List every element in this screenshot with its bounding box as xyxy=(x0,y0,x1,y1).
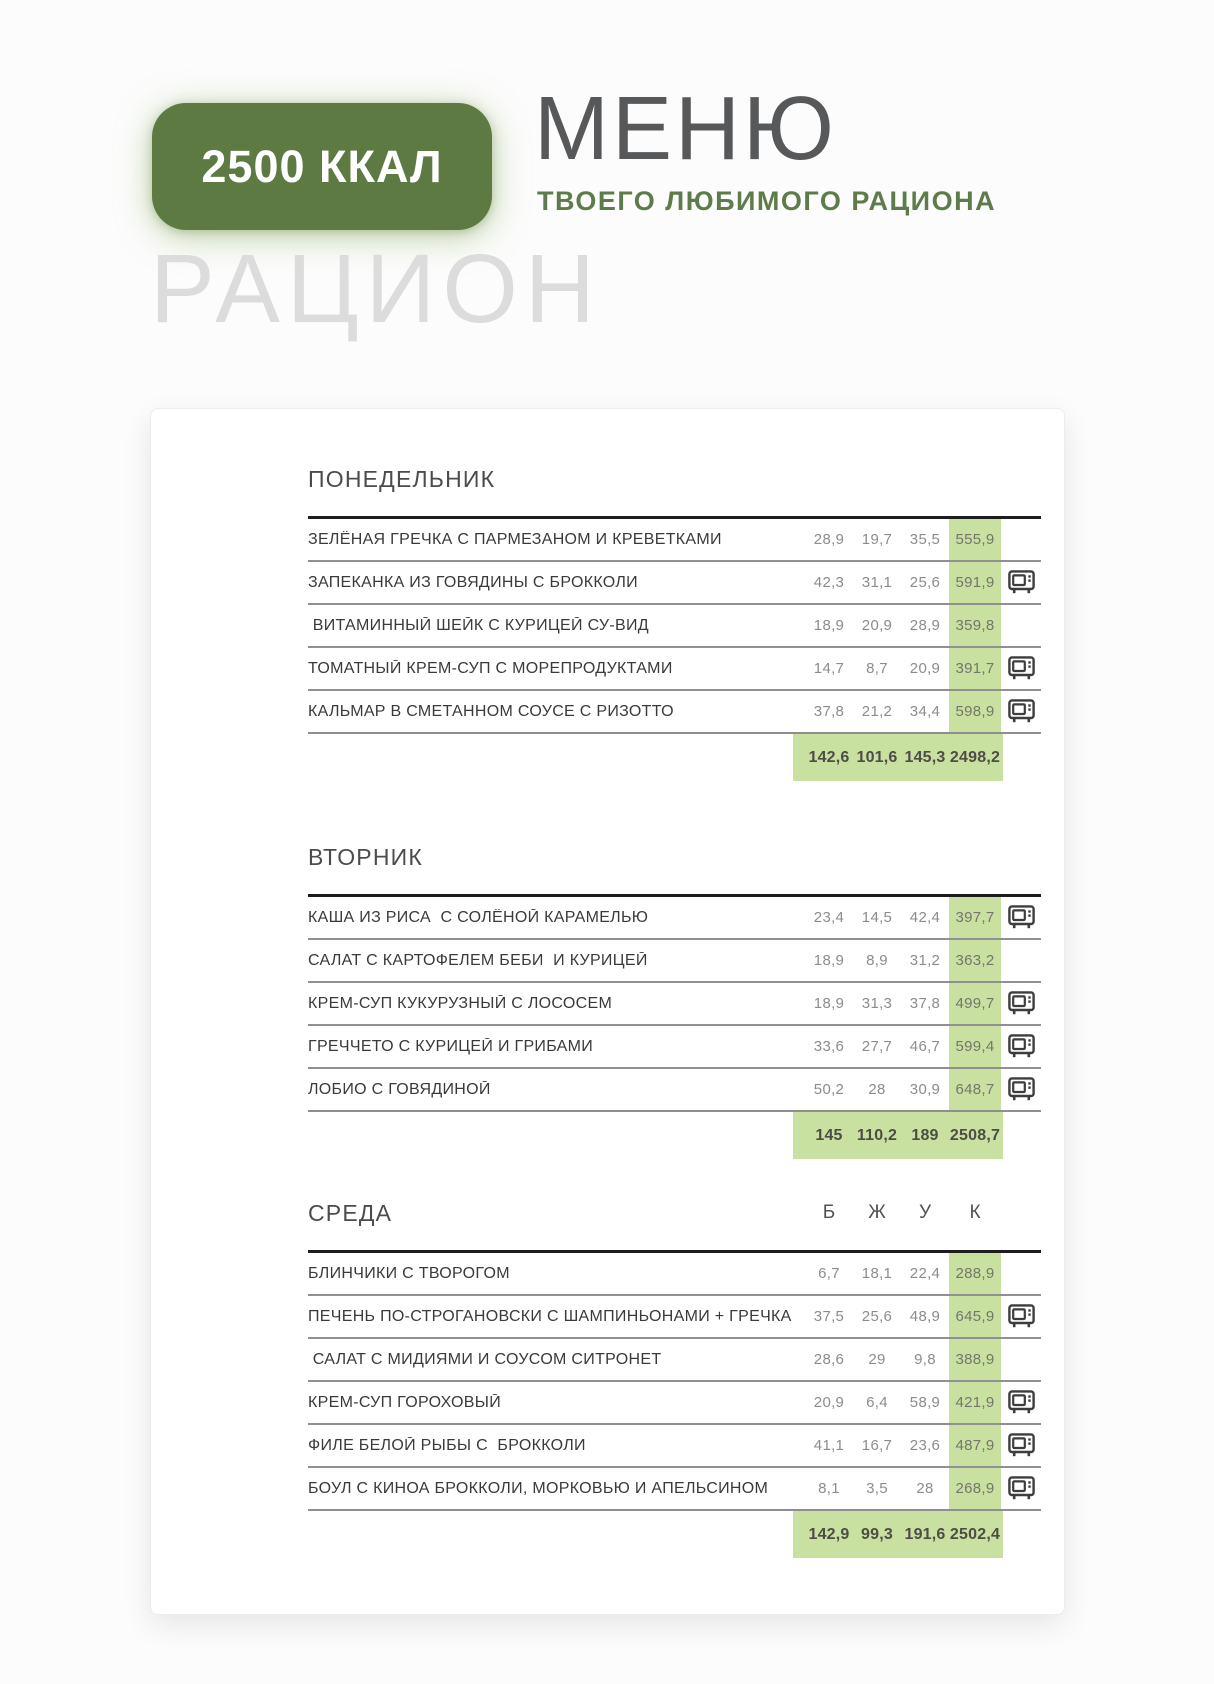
dish-fats: 8,7 xyxy=(866,660,888,677)
microwave-icon-slot xyxy=(1001,1425,1041,1466)
microwave-icon-slot xyxy=(1001,1339,1041,1380)
dish-name: ГРЕЧЧЕТО С КУРИЦЕЙ И ГРИБАМИ xyxy=(308,1037,594,1055)
dish-name: КРЕМ-СУП КУКУРУЗНЫЙ С ЛОСОСЕМ xyxy=(308,994,613,1012)
dish-name: БОУЛ С КИНОА БРОККОЛИ, МОРКОВЬЮ И АПЕЛЬСИНОМ xyxy=(308,1479,769,1497)
table-row xyxy=(308,560,1041,603)
dish-fats: 6,4 xyxy=(866,1394,888,1411)
dish-carbs: 23,6 xyxy=(909,1437,941,1454)
dish-fats: 16,7 xyxy=(861,1437,893,1454)
dish-proteins: 14,7 xyxy=(813,660,845,677)
totals-fats: 101,6 xyxy=(856,748,898,766)
table-row xyxy=(308,981,1041,1024)
day-section xyxy=(308,1198,1041,1558)
table-row xyxy=(308,1423,1041,1466)
dish-fats: 29 xyxy=(868,1351,886,1368)
dish-calories: 499,7 xyxy=(949,983,1001,1024)
microwave-icon-slot xyxy=(1001,940,1041,981)
table-row xyxy=(308,1067,1041,1110)
microwave-icon xyxy=(1008,1390,1035,1415)
totals-fats: 99,3 xyxy=(861,1525,893,1543)
dish-carbs: 9,8 xyxy=(914,1351,936,1368)
microwave-icon-slot xyxy=(1001,1253,1041,1294)
calories-badge xyxy=(152,103,492,230)
dish-carbs: 37,8 xyxy=(909,995,941,1012)
dish-carbs: 42,4 xyxy=(909,909,941,926)
column-header-proteins: Б xyxy=(822,1202,836,1223)
totals-proteins: 142,6 xyxy=(808,748,850,766)
day-totals-row xyxy=(793,1112,1003,1159)
dish-carbs: 34,4 xyxy=(909,703,941,720)
microwave-icon-slot xyxy=(1001,983,1041,1024)
dish-proteins: 33,6 xyxy=(813,1038,845,1055)
dish-carbs: 30,9 xyxy=(909,1081,941,1098)
table-row xyxy=(308,1380,1041,1423)
dish-name: САЛАТ С МИДИЯМИ И СОУСОМ СИТРОНЕТ xyxy=(308,1350,662,1368)
dish-calories: 268,9 xyxy=(949,1468,1001,1509)
microwave-icon-slot xyxy=(1001,1468,1041,1509)
microwave-icon xyxy=(1008,699,1035,724)
dish-calories: 645,9 xyxy=(949,1296,1001,1337)
dish-name: САЛАТ С КАРТОФЕЛЕМ БЕБИ И КУРИЦЕЙ xyxy=(308,951,648,969)
dish-proteins: 41,1 xyxy=(813,1437,845,1454)
dish-calories: 359,8 xyxy=(949,605,1001,646)
calories-badge-label: 2500 ККАЛ xyxy=(201,140,443,192)
dish-carbs: 25,6 xyxy=(909,574,941,591)
table-row xyxy=(308,1294,1041,1337)
day-table xyxy=(308,1250,1041,1511)
microwave-icon xyxy=(1008,1034,1035,1059)
table-row xyxy=(308,646,1041,689)
microwave-icon-slot xyxy=(1001,1296,1041,1337)
dish-carbs: 58,9 xyxy=(909,1394,941,1411)
dish-proteins: 18,9 xyxy=(813,995,845,1012)
dish-fats: 25,6 xyxy=(861,1308,893,1325)
microwave-icon xyxy=(1008,905,1035,930)
dish-carbs: 20,9 xyxy=(909,660,941,677)
microwave-icon xyxy=(1008,991,1035,1016)
day-title: ПОНЕДЕЛЬНИК xyxy=(308,465,496,492)
menu-card xyxy=(150,408,1065,1615)
table-row xyxy=(308,1466,1041,1509)
dish-calories: 421,9 xyxy=(949,1382,1001,1423)
day-title: ВТОРНИК xyxy=(308,843,423,870)
table-row xyxy=(308,519,1041,560)
dish-fats: 20,9 xyxy=(861,617,893,634)
dish-carbs: 28 xyxy=(916,1480,934,1497)
dish-fats: 19,7 xyxy=(861,531,893,548)
dish-proteins: 42,3 xyxy=(813,574,845,591)
dish-proteins: 23,4 xyxy=(813,909,845,926)
page-title: МЕНЮ xyxy=(534,79,837,179)
column-header-calories: К xyxy=(969,1202,981,1223)
page-subtitle: ТВОЕГО ЛЮБИМОГО РАЦИОНА xyxy=(537,186,997,216)
dish-name: КАЛЬМАР В СМЕТАННОМ СОУСЕ С РИЗОТТО xyxy=(308,702,674,720)
dish-calories: 599,4 xyxy=(949,1026,1001,1067)
totals-carbs: 191,6 xyxy=(904,1525,946,1543)
totals-calories: 2508,7 xyxy=(949,1126,1001,1144)
microwave-icon xyxy=(1008,570,1035,595)
dish-carbs: 48,9 xyxy=(909,1308,941,1325)
dish-proteins: 6,7 xyxy=(818,1265,840,1282)
dish-name: КАША ИЗ РИСА С СОЛЁНОЙ КАРАМЕЛЬЮ xyxy=(308,908,649,926)
dish-name: ЗАПЕКАНКА ИЗ ГОВЯДИНЫ С БРОККОЛИ xyxy=(308,573,638,591)
dish-proteins: 37,5 xyxy=(813,1308,845,1325)
dish-proteins: 8,1 xyxy=(818,1480,840,1497)
dish-carbs: 28,9 xyxy=(909,617,941,634)
day-table xyxy=(308,516,1041,734)
table-row xyxy=(308,689,1041,732)
dish-proteins: 37,8 xyxy=(813,703,845,720)
microwave-icon-slot xyxy=(1001,605,1041,646)
dish-name: ЗЕЛЁНАЯ ГРЕЧКА С ПАРМЕЗАНОМ И КРЕВЕТКАМИ xyxy=(308,530,722,548)
day-section xyxy=(308,842,1041,1159)
dish-calories: 397,7 xyxy=(949,897,1001,938)
dish-carbs: 22,4 xyxy=(909,1265,941,1282)
dish-proteins: 28,6 xyxy=(813,1351,845,1368)
dish-carbs: 35,5 xyxy=(909,531,941,548)
totals-carbs: 189 xyxy=(911,1126,939,1144)
table-row xyxy=(308,1253,1041,1294)
dish-carbs: 46,7 xyxy=(909,1038,941,1055)
dish-proteins: 18,9 xyxy=(813,617,845,634)
dish-proteins: 20,9 xyxy=(813,1394,845,1411)
totals-carbs: 145,3 xyxy=(904,748,946,766)
dish-fats: 14,5 xyxy=(861,909,893,926)
dish-calories: 288,9 xyxy=(949,1253,1001,1294)
dish-proteins: 28,9 xyxy=(813,531,845,548)
totals-calories: 2502,4 xyxy=(949,1525,1001,1543)
microwave-icon xyxy=(1008,1476,1035,1501)
totals-calories: 2498,2 xyxy=(949,748,1001,766)
dish-fats: 27,7 xyxy=(861,1038,893,1055)
day-header-row xyxy=(308,842,1041,872)
dish-name: ТОМАТНЫЙ КРЕМ-СУП С МОРЕПРОДУКТАМИ xyxy=(308,659,673,677)
dish-proteins: 50,2 xyxy=(813,1081,845,1098)
dish-fats: 3,5 xyxy=(866,1480,888,1497)
dish-calories: 388,9 xyxy=(949,1339,1001,1380)
table-row xyxy=(308,897,1041,938)
day-header-row xyxy=(308,1198,1041,1228)
watermark-text: РАЦИОН xyxy=(150,234,602,343)
microwave-icon-slot xyxy=(1001,1026,1041,1067)
dish-calories: 591,9 xyxy=(949,562,1001,603)
microwave-icon-slot xyxy=(1001,897,1041,938)
table-row xyxy=(308,603,1041,646)
totals-proteins: 142,9 xyxy=(808,1525,850,1543)
day-table xyxy=(308,894,1041,1112)
totals-fats: 110,2 xyxy=(856,1126,898,1144)
day-totals-row xyxy=(793,734,1003,781)
dish-proteins: 18,9 xyxy=(813,952,845,969)
totals-proteins: 145 xyxy=(815,1126,843,1144)
dish-fats: 18,1 xyxy=(861,1265,893,1282)
dish-carbs: 31,2 xyxy=(909,952,941,969)
dish-fats: 31,3 xyxy=(861,995,893,1012)
day-title: СРЕДА xyxy=(308,1199,393,1226)
dish-name: КРЕМ-СУП ГОРОХОВЫЙ xyxy=(308,1393,502,1411)
microwave-icon-slot xyxy=(1001,648,1041,689)
dish-calories: 598,9 xyxy=(949,691,1001,732)
dish-fats: 31,1 xyxy=(861,574,893,591)
dish-calories: 363,2 xyxy=(949,940,1001,981)
microwave-icon xyxy=(1008,1304,1035,1329)
microwave-icon-slot xyxy=(1001,1069,1041,1110)
microwave-icon-slot xyxy=(1001,562,1041,603)
column-header-fats: Ж xyxy=(868,1202,886,1223)
dish-fats: 28 xyxy=(868,1081,886,1098)
dish-calories: 391,7 xyxy=(949,648,1001,689)
dish-calories: 555,9 xyxy=(949,519,1001,560)
microwave-icon-slot xyxy=(1001,1382,1041,1423)
column-header-carbs: У xyxy=(918,1202,932,1223)
microwave-icon-slot xyxy=(1001,691,1041,732)
table-row xyxy=(308,938,1041,981)
dish-name: ВИТАМИННЫЙ ШЕЙК С КУРИЦЕЙ СУ-ВИД xyxy=(308,616,649,634)
dish-calories: 648,7 xyxy=(949,1069,1001,1110)
microwave-icon-slot xyxy=(1001,519,1041,560)
dish-fats: 21,2 xyxy=(861,703,893,720)
table-row xyxy=(308,1337,1041,1380)
microwave-icon xyxy=(1008,1077,1035,1102)
day-header-row xyxy=(308,464,1041,494)
microwave-icon xyxy=(1008,656,1035,681)
dish-name: БЛИНЧИКИ С ТВОРОГОМ xyxy=(308,1264,510,1282)
dish-name: ЛОБИО С ГОВЯДИНОЙ xyxy=(308,1080,491,1098)
table-row xyxy=(308,1024,1041,1067)
dish-fats: 8,9 xyxy=(866,952,888,969)
dish-name: ФИЛЕ БЕЛОЙ РЫБЫ С БРОККОЛИ xyxy=(308,1436,586,1454)
dish-calories: 487,9 xyxy=(949,1425,1001,1466)
day-totals-row xyxy=(793,1511,1003,1558)
dish-name: ПЕЧЕНЬ ПО-СТРОГАНОВСКИ С ШАМПИНЬОНАМИ + ГРЕЧКА xyxy=(308,1307,792,1325)
microwave-icon xyxy=(1008,1433,1035,1458)
day-section xyxy=(308,464,1041,781)
